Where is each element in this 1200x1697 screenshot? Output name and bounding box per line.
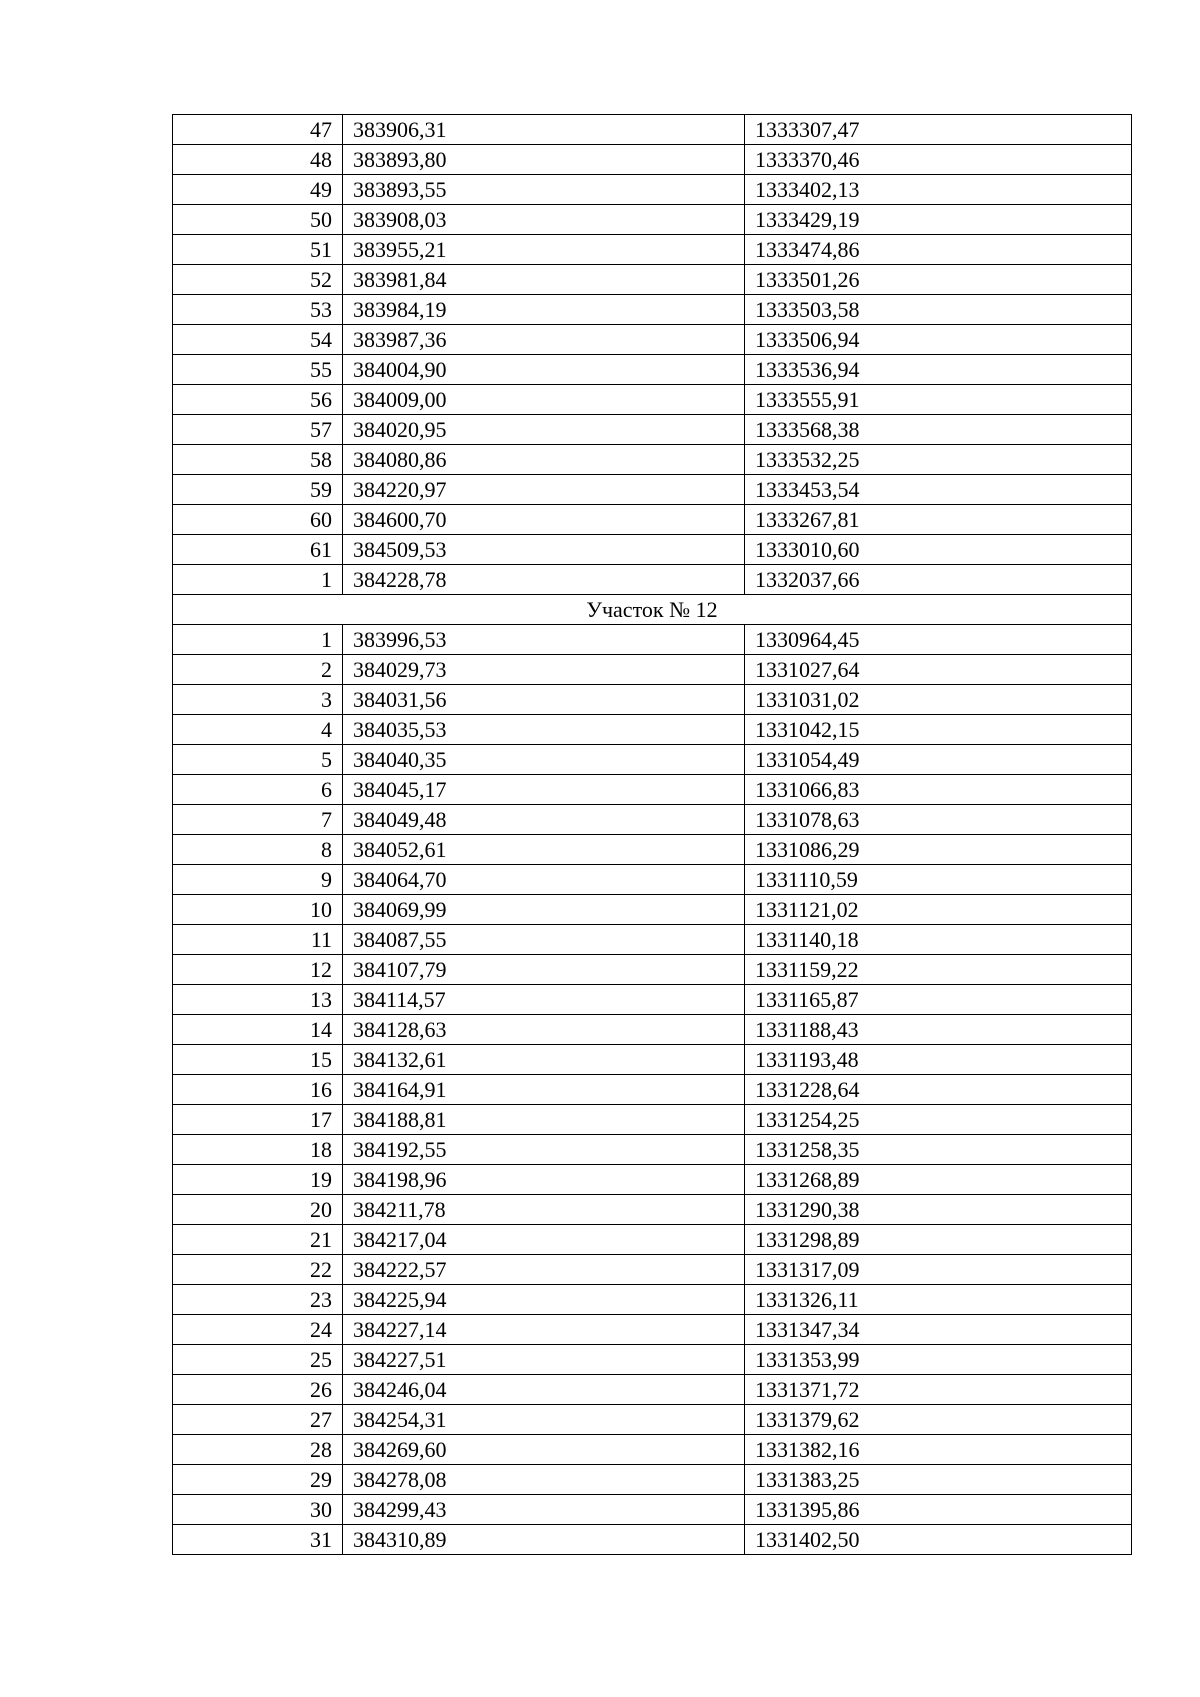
y-coordinate-cell: 1333402,13 — [745, 175, 1132, 205]
x-coordinate-cell: 384278,08 — [343, 1465, 745, 1495]
y-coordinate-cell: 1330964,45 — [745, 625, 1132, 655]
x-coordinate-cell: 384225,94 — [343, 1285, 745, 1315]
x-coordinate-cell: 384087,55 — [343, 925, 745, 955]
point-number-cell: 3 — [173, 685, 343, 715]
point-number-cell: 61 — [173, 535, 343, 565]
x-coordinate-cell: 384029,73 — [343, 655, 745, 685]
point-number-cell: 51 — [173, 235, 343, 265]
y-coordinate-cell: 1331298,89 — [745, 1225, 1132, 1255]
y-coordinate-cell: 1331383,25 — [745, 1465, 1132, 1495]
point-number-cell: 2 — [173, 655, 343, 685]
point-number-cell: 57 — [173, 415, 343, 445]
x-coordinate-cell: 384600,70 — [343, 505, 745, 535]
table-row — [173, 1045, 1132, 1075]
x-coordinate-cell: 383996,53 — [343, 625, 745, 655]
y-coordinate-cell: 1331188,43 — [745, 1015, 1132, 1045]
x-coordinate-cell: 384310,89 — [343, 1525, 745, 1555]
y-coordinate-cell: 1331402,50 — [745, 1525, 1132, 1555]
x-coordinate-cell: 384227,14 — [343, 1315, 745, 1345]
table-row — [173, 925, 1132, 955]
y-coordinate-cell: 1331165,87 — [745, 985, 1132, 1015]
table-row — [173, 1495, 1132, 1525]
y-coordinate-cell: 1333568,38 — [745, 415, 1132, 445]
y-coordinate-cell: 1331027,64 — [745, 655, 1132, 685]
y-coordinate-cell: 1331086,29 — [745, 835, 1132, 865]
point-number-cell: 18 — [173, 1135, 343, 1165]
y-coordinate-cell: 1333370,46 — [745, 145, 1132, 175]
table-row — [173, 475, 1132, 505]
y-coordinate-cell: 1331140,18 — [745, 925, 1132, 955]
y-coordinate-cell: 1331254,25 — [745, 1105, 1132, 1135]
point-number-cell: 22 — [173, 1255, 343, 1285]
point-number-cell: 53 — [173, 295, 343, 325]
x-coordinate-cell: 384132,61 — [343, 1045, 745, 1075]
table-row — [173, 325, 1132, 355]
point-number-cell: 9 — [173, 865, 343, 895]
y-coordinate-cell: 1331042,15 — [745, 715, 1132, 745]
point-number-cell: 1 — [173, 625, 343, 655]
table-row — [173, 1285, 1132, 1315]
point-number-cell: 50 — [173, 205, 343, 235]
y-coordinate-cell: 1333307,47 — [745, 115, 1132, 145]
point-number-cell: 26 — [173, 1375, 343, 1405]
y-coordinate-cell: 1332037,66 — [745, 565, 1132, 595]
point-number-cell: 6 — [173, 775, 343, 805]
table-row — [173, 625, 1132, 655]
table-row — [173, 565, 1132, 595]
point-number-cell: 49 — [173, 175, 343, 205]
x-coordinate-cell: 384227,51 — [343, 1345, 745, 1375]
x-coordinate-cell: 384188,81 — [343, 1105, 745, 1135]
table-row — [173, 1465, 1132, 1495]
point-number-cell: 25 — [173, 1345, 343, 1375]
x-coordinate-cell: 384128,63 — [343, 1015, 745, 1045]
point-number-cell: 10 — [173, 895, 343, 925]
y-coordinate-cell: 1333501,26 — [745, 265, 1132, 295]
table-row — [173, 265, 1132, 295]
x-coordinate-cell: 384509,53 — [343, 535, 745, 565]
x-coordinate-cell: 383906,31 — [343, 115, 745, 145]
point-number-cell: 21 — [173, 1225, 343, 1255]
table-row — [173, 1525, 1132, 1555]
section-title: Участок № 12 — [173, 595, 1132, 625]
y-coordinate-cell: 1331268,89 — [745, 1165, 1132, 1195]
table-row — [173, 295, 1132, 325]
table-row — [173, 355, 1132, 385]
table-row — [173, 1345, 1132, 1375]
x-coordinate-cell: 384004,90 — [343, 355, 745, 385]
coordinates-table — [172, 114, 1132, 1555]
table-row — [173, 1435, 1132, 1465]
table-row — [173, 1165, 1132, 1195]
y-coordinate-cell: 1331258,35 — [745, 1135, 1132, 1165]
point-number-cell: 58 — [173, 445, 343, 475]
y-coordinate-cell: 1331228,64 — [745, 1075, 1132, 1105]
point-number-cell: 14 — [173, 1015, 343, 1045]
table-row — [173, 1015, 1132, 1045]
y-coordinate-cell: 1331371,72 — [745, 1375, 1132, 1405]
point-number-cell: 8 — [173, 835, 343, 865]
y-coordinate-cell: 1333532,25 — [745, 445, 1132, 475]
table-row — [173, 775, 1132, 805]
table-row — [173, 385, 1132, 415]
y-coordinate-cell: 1331031,02 — [745, 685, 1132, 715]
x-coordinate-cell: 384040,35 — [343, 745, 745, 775]
point-number-cell: 30 — [173, 1495, 343, 1525]
point-number-cell: 23 — [173, 1285, 343, 1315]
table-row — [173, 835, 1132, 865]
x-coordinate-cell: 384246,04 — [343, 1375, 745, 1405]
table-row — [173, 235, 1132, 265]
x-coordinate-cell: 384192,55 — [343, 1135, 745, 1165]
y-coordinate-cell: 1333536,94 — [745, 355, 1132, 385]
table-row — [173, 1105, 1132, 1135]
x-coordinate-cell: 384009,00 — [343, 385, 745, 415]
table-row — [173, 145, 1132, 175]
point-number-cell: 1 — [173, 565, 343, 595]
x-coordinate-cell: 384035,53 — [343, 715, 745, 745]
point-number-cell: 19 — [173, 1165, 343, 1195]
coordinates-table-body — [173, 115, 1132, 1555]
x-coordinate-cell: 383981,84 — [343, 265, 745, 295]
table-row — [173, 505, 1132, 535]
table-row — [173, 1225, 1132, 1255]
x-coordinate-cell: 384228,78 — [343, 565, 745, 595]
table-row — [173, 745, 1132, 775]
x-coordinate-cell: 383987,36 — [343, 325, 745, 355]
x-coordinate-cell: 384049,48 — [343, 805, 745, 835]
x-coordinate-cell: 384254,31 — [343, 1405, 745, 1435]
table-row — [173, 535, 1132, 565]
y-coordinate-cell: 1333267,81 — [745, 505, 1132, 535]
y-coordinate-cell: 1333010,60 — [745, 535, 1132, 565]
point-number-cell: 52 — [173, 265, 343, 295]
point-number-cell: 54 — [173, 325, 343, 355]
point-number-cell: 56 — [173, 385, 343, 415]
point-number-cell: 12 — [173, 955, 343, 985]
y-coordinate-cell: 1331290,38 — [745, 1195, 1132, 1225]
y-coordinate-cell: 1333503,58 — [745, 295, 1132, 325]
point-number-cell: 24 — [173, 1315, 343, 1345]
y-coordinate-cell: 1331353,99 — [745, 1345, 1132, 1375]
point-number-cell: 55 — [173, 355, 343, 385]
table-row — [173, 805, 1132, 835]
y-coordinate-cell: 1331395,86 — [745, 1495, 1132, 1525]
point-number-cell: 27 — [173, 1405, 343, 1435]
table-row — [173, 1405, 1132, 1435]
point-number-cell: 60 — [173, 505, 343, 535]
table-row — [173, 655, 1132, 685]
x-coordinate-cell: 384064,70 — [343, 865, 745, 895]
point-number-cell: 31 — [173, 1525, 343, 1555]
y-coordinate-cell: 1331193,48 — [745, 1045, 1132, 1075]
x-coordinate-cell: 383955,21 — [343, 235, 745, 265]
point-number-cell: 29 — [173, 1465, 343, 1495]
table-row — [173, 895, 1132, 925]
table-row — [173, 1135, 1132, 1165]
table-row — [173, 445, 1132, 475]
point-number-cell: 20 — [173, 1195, 343, 1225]
table-row — [173, 415, 1132, 445]
point-number-cell: 15 — [173, 1045, 343, 1075]
y-coordinate-cell: 1331110,59 — [745, 865, 1132, 895]
x-coordinate-cell: 384198,96 — [343, 1165, 745, 1195]
x-coordinate-cell: 384080,86 — [343, 445, 745, 475]
point-number-cell: 5 — [173, 745, 343, 775]
x-coordinate-cell: 384220,97 — [343, 475, 745, 505]
x-coordinate-cell: 384031,56 — [343, 685, 745, 715]
point-number-cell: 16 — [173, 1075, 343, 1105]
x-coordinate-cell: 384211,78 — [343, 1195, 745, 1225]
x-coordinate-cell: 384299,43 — [343, 1495, 745, 1525]
x-coordinate-cell: 384114,57 — [343, 985, 745, 1015]
y-coordinate-cell: 1333506,94 — [745, 325, 1132, 355]
point-number-cell: 13 — [173, 985, 343, 1015]
point-number-cell: 48 — [173, 145, 343, 175]
point-number-cell: 4 — [173, 715, 343, 745]
x-coordinate-cell: 384269,60 — [343, 1435, 745, 1465]
y-coordinate-cell: 1331066,83 — [745, 775, 1132, 805]
x-coordinate-cell: 384222,57 — [343, 1255, 745, 1285]
table-row — [173, 205, 1132, 235]
table-row — [173, 1255, 1132, 1285]
point-number-cell: 11 — [173, 925, 343, 955]
table-row — [173, 685, 1132, 715]
x-coordinate-cell: 384045,17 — [343, 775, 745, 805]
table-row — [173, 715, 1132, 745]
x-coordinate-cell: 384217,04 — [343, 1225, 745, 1255]
table-row — [173, 1195, 1132, 1225]
y-coordinate-cell: 1331078,63 — [745, 805, 1132, 835]
y-coordinate-cell: 1331379,62 — [745, 1405, 1132, 1435]
table-row — [173, 1075, 1132, 1105]
x-coordinate-cell: 384164,91 — [343, 1075, 745, 1105]
y-coordinate-cell: 1331347,34 — [745, 1315, 1132, 1345]
x-coordinate-cell: 384069,99 — [343, 895, 745, 925]
y-coordinate-cell: 1331159,22 — [745, 955, 1132, 985]
y-coordinate-cell: 1333453,54 — [745, 475, 1132, 505]
point-number-cell: 17 — [173, 1105, 343, 1135]
point-number-cell: 7 — [173, 805, 343, 835]
y-coordinate-cell: 1331326,11 — [745, 1285, 1132, 1315]
point-number-cell: 28 — [173, 1435, 343, 1465]
table-row — [173, 865, 1132, 895]
table-row — [173, 175, 1132, 205]
table-row — [173, 955, 1132, 985]
table-row — [173, 115, 1132, 145]
point-number-cell: 47 — [173, 115, 343, 145]
x-coordinate-cell: 384020,95 — [343, 415, 745, 445]
table-row — [173, 1315, 1132, 1345]
table-row — [173, 1375, 1132, 1405]
x-coordinate-cell: 383893,55 — [343, 175, 745, 205]
x-coordinate-cell: 383893,80 — [343, 145, 745, 175]
y-coordinate-cell: 1333555,91 — [745, 385, 1132, 415]
y-coordinate-cell: 1331317,09 — [745, 1255, 1132, 1285]
x-coordinate-cell: 383908,03 — [343, 205, 745, 235]
section-row — [173, 595, 1132, 625]
x-coordinate-cell: 384052,61 — [343, 835, 745, 865]
y-coordinate-cell: 1333429,19 — [745, 205, 1132, 235]
point-number-cell: 59 — [173, 475, 343, 505]
y-coordinate-cell: 1331054,49 — [745, 745, 1132, 775]
y-coordinate-cell: 1331382,16 — [745, 1435, 1132, 1465]
x-coordinate-cell: 383984,19 — [343, 295, 745, 325]
table-row — [173, 985, 1132, 1015]
y-coordinate-cell: 1333474,86 — [745, 235, 1132, 265]
x-coordinate-cell: 384107,79 — [343, 955, 745, 985]
y-coordinate-cell: 1331121,02 — [745, 895, 1132, 925]
